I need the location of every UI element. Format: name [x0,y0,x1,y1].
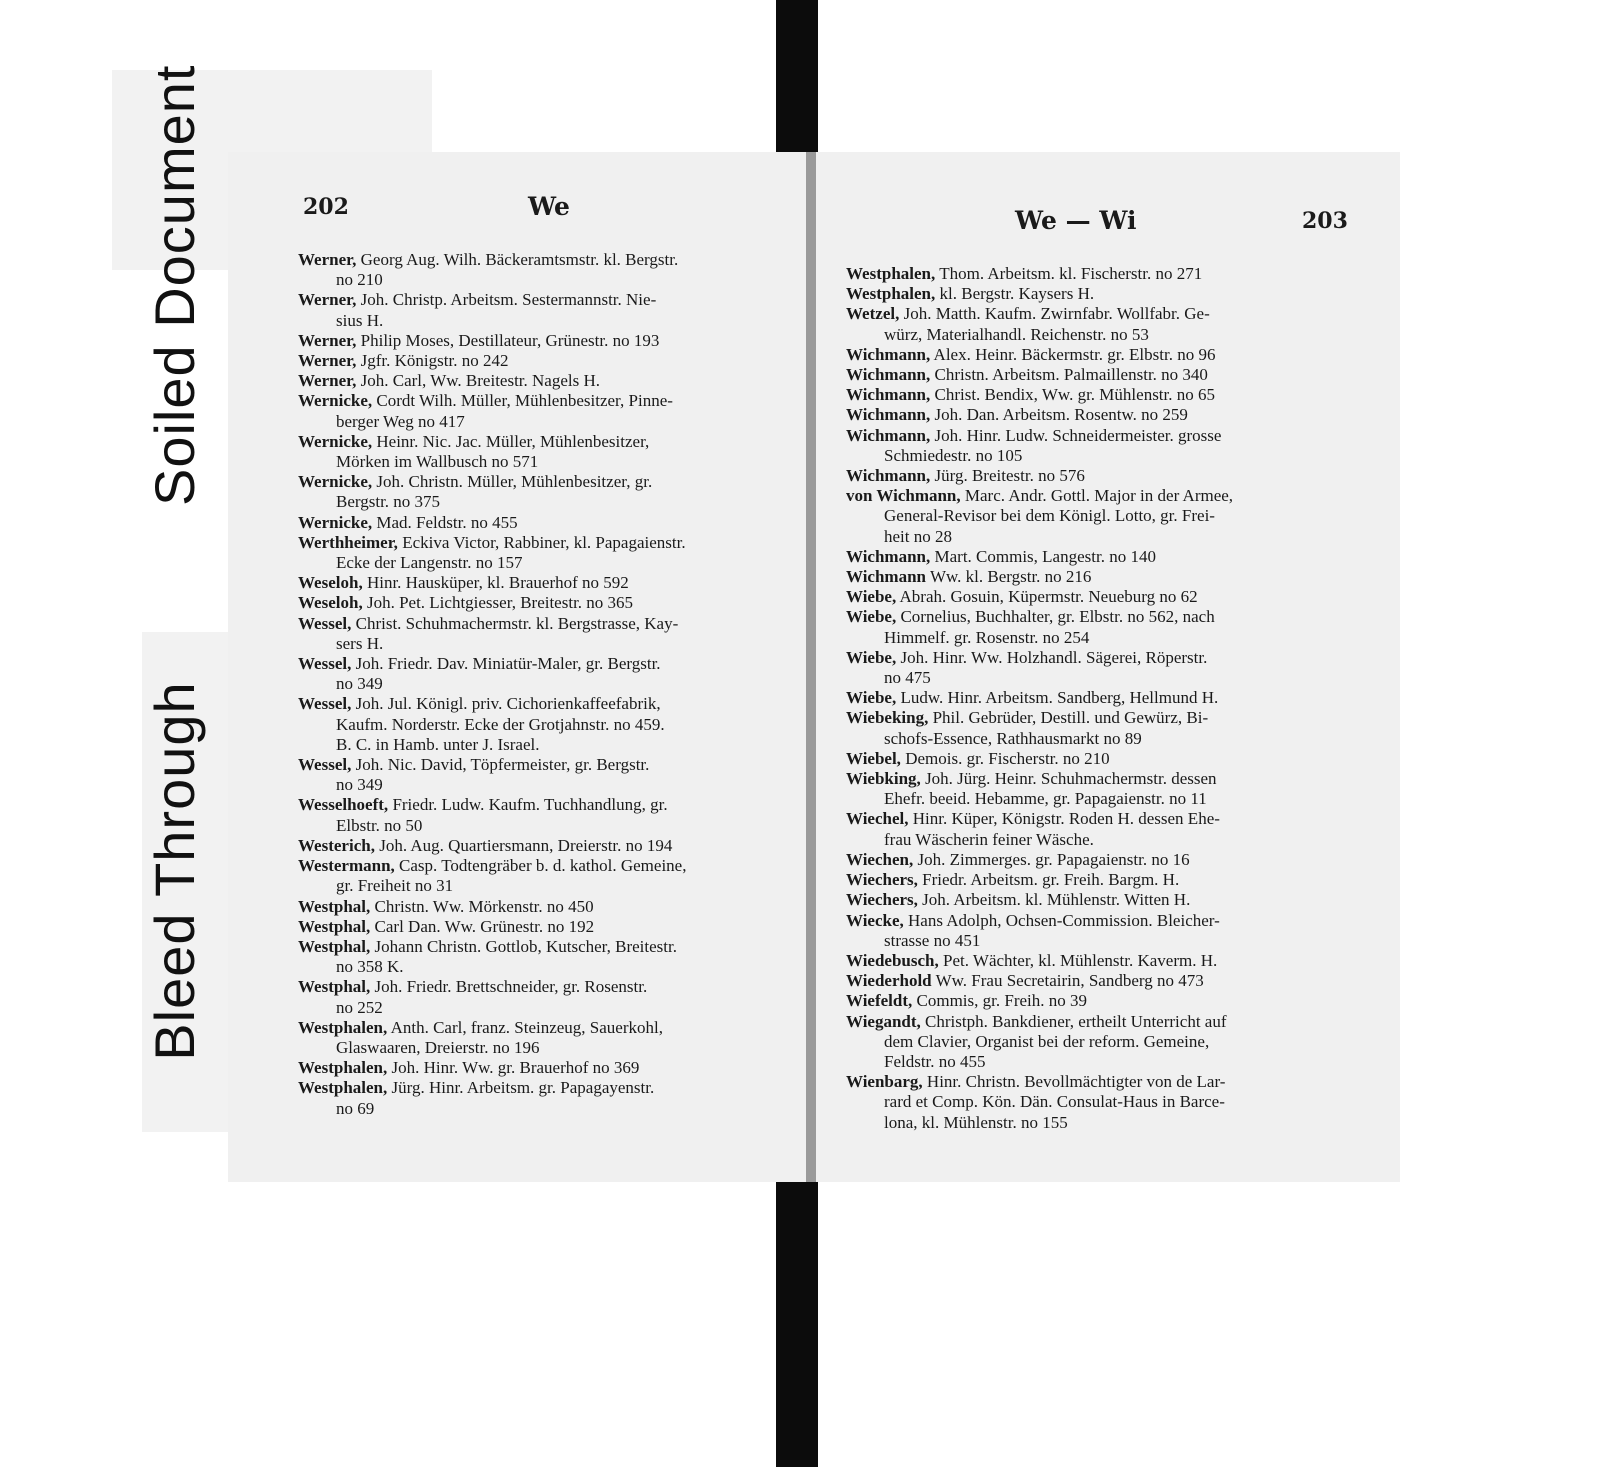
entry-surname: Wichmann, [846,466,931,486]
entry-surname: Wiegandt, [846,1011,921,1031]
directory-entry [846,405,1356,425]
entry-details: Joh. Christp. Arbeitsm. Sestermannstr. Nie- [356,290,657,310]
directory-entry [846,1012,1356,1032]
entry-details: no 358 K. [336,957,404,977]
directory-entry-continuation [298,998,798,1018]
directory-entry-continuation [298,311,798,331]
left-page-header: We [528,192,570,221]
entry-details: Marc. Andr. Gottl. Major in der Armee, [960,486,1234,506]
entry-surname: Westphalen, [298,1058,388,1078]
directory-entry-continuation [846,1052,1356,1072]
directory-entry [846,951,1356,971]
entry-surname: Weseloh, [298,573,363,593]
entry-details: Philip Moses, Destillateur, Grünestr. no 193 [356,330,660,350]
directory-entry-continuation [846,1113,1356,1133]
entry-details: Ww. kl. Bergstr. no 216 [926,567,1092,587]
directory-entry [298,432,798,452]
entry-surname: Wiebe, [846,607,897,627]
left-page-entries [298,250,798,1119]
entry-details: rard et Comp. Kön. Dän. Consulat-Haus in Barce- [884,1092,1225,1112]
entry-surname: Wernicke, [298,472,373,492]
directory-entry-continuation [298,876,798,896]
entry-details: berger Weg no 417 [336,411,465,431]
soiled-document-label: Soiled Document [143,64,206,506]
entry-surname: Westphal, [298,896,371,916]
entry-surname: Wienbarg, [846,1072,923,1092]
directory-entry [298,614,798,634]
entry-details: Christn. Arbeitsm. Palmaillenstr. no 340 [930,365,1208,385]
directory-entry [298,654,798,674]
directory-entry-continuation [846,1032,1356,1052]
directory-entry [846,284,1356,304]
entry-details: Friedr. Arbeitsm. gr. Freih. Bargm. H. [917,870,1180,890]
entry-details: Joh. Friedr. Dav. Miniatür-Maler, gr. Bergstr. [351,654,661,674]
entry-surname: Wiechel, [846,809,909,829]
directory-entry [298,472,798,492]
entry-details: Hinr. Hausküper, kl. Brauerhof no 592 [362,573,629,593]
directory-entry-continuation [846,325,1356,345]
left-page-number: 202 [303,194,349,220]
directory-entry-continuation [298,735,798,755]
entry-details: Mad. Feldstr. no 455 [372,512,518,532]
entry-details: Mart. Commis, Langestr. no 140 [930,546,1156,566]
entry-surname: Werner, [298,330,357,350]
entry-details: Carl Dan. Ww. Grünestr. no 192 [370,916,595,936]
entry-details: Joh. Zimmerges. gr. Papagaienstr. no 16 [913,849,1190,869]
entry-surname: Westerich, [298,835,375,855]
directory-entry [298,593,798,613]
entry-surname: Wesselhoeft, [298,795,389,815]
entry-details: no 475 [884,668,931,688]
entry-surname: Werner, [298,371,357,391]
entry-surname: Westphal, [298,916,371,936]
directory-entry [298,694,798,714]
directory-entry [298,250,798,270]
directory-entry [298,1058,798,1078]
directory-entry [846,911,1356,931]
entry-surname: Weseloh, [298,593,363,613]
entry-surname: Wetzel, [846,304,900,324]
entry-details: frau Wäscherin feiner Wäsche. [884,829,1094,849]
directory-entry [846,1072,1356,1092]
entry-details: Hinr. Küper, Königstr. Roden H. dessen Ehe- [908,809,1220,829]
directory-entry [846,385,1356,405]
entry-surname: Wiecke, [846,910,904,930]
entry-details: Joh. Jürg. Heinr. Schuhmachermstr. dessen [920,769,1217,789]
directory-entry-continuation [846,1092,1356,1112]
directory-entry-continuation [298,1099,798,1119]
directory-entry-continuation [298,957,798,977]
right-page-number: 203 [1302,208,1348,234]
directory-entry [846,304,1356,324]
entry-details: Joh. Matth. Kaufm. Zwirnfabr. Wollfabr. Ge- [899,304,1210,324]
entry-details: Jürg. Hinr. Arbeitsm. gr. Papagayenstr. [387,1078,655,1098]
entry-details: gr. Freiheit no 31 [336,876,454,896]
directory-entry [846,769,1356,789]
entry-details: Joh. Friedr. Brettschneider, gr. Rosenstr. [370,977,648,997]
entry-details: no 69 [336,1098,375,1118]
entry-details: no 252 [336,997,383,1017]
directory-entry-continuation [846,931,1356,951]
entry-details: Joh. Hinr. Ludw. Schneidermeister. grosse [930,425,1222,445]
entry-surname: Wichmann, [846,344,931,364]
directory-entry-continuation [846,506,1356,526]
entry-surname: Wichmann [846,567,926,587]
directory-entry [846,971,1356,991]
entry-details: Joh. Aug. Quartiersmann, Dreierstr. no 194 [374,835,673,855]
entry-details: Anth. Carl, franz. Steinzeug, Sauerkohl, [387,1017,663,1037]
entry-surname: Wichmann, [846,546,931,566]
directory-entry [846,648,1356,668]
directory-entry [846,365,1356,385]
entry-details: Commis, gr. Freih. no 39 [912,991,1087,1011]
entry-surname: Wiebe, [846,647,897,667]
directory-entry [298,351,798,371]
entry-details: Joh. Hinr. Ww. Holzhandl. Sägerei, Röperstr. [896,647,1208,667]
directory-entry [298,391,798,411]
entry-details: Jgfr. Königstr. no 242 [356,351,509,371]
directory-entry-continuation [298,816,798,836]
directory-entry-continuation [846,668,1356,688]
directory-entry [846,850,1356,870]
entry-surname: Westphalen, [846,264,936,283]
entry-surname: Wiechen, [846,849,914,869]
entry-details: General-Revisor bei dem Königl. Lotto, gr. Frei- [884,506,1215,526]
directory-entry [846,870,1356,890]
directory-entry-continuation [846,527,1356,547]
directory-entry [298,977,798,997]
entry-details: Alex. Heinr. Bäckermstr. gr. Elbstr. no 96 [930,344,1216,364]
entry-details: Mörken im Wallbusch no 571 [336,452,539,472]
directory-entry [298,836,798,856]
entry-surname: Wiederhold [846,971,932,991]
right-page-entries [846,264,1356,1133]
directory-entry [298,937,798,957]
entry-details: Glaswaaren, Dreierstr. no 196 [336,1037,540,1057]
entry-surname: Wiefeldt, [846,991,913,1011]
directory-entry [298,917,798,937]
entry-surname: Wernicke, [298,512,373,532]
entry-details: Himmelf. gr. Rosenstr. no 254 [884,627,1090,647]
entry-surname: Wessel, [298,755,352,775]
directory-entry [846,991,1356,1011]
entry-surname: Wiebeking, [846,708,929,728]
entry-surname: Wiedebusch, [846,950,939,970]
entry-surname: Westphal, [298,936,371,956]
entry-details: sers H. [336,633,384,653]
entry-surname: von Wichmann, [846,486,961,506]
directory-entry [298,371,798,391]
directory-entry [846,890,1356,910]
entry-surname: Wichmann, [846,405,931,425]
directory-entry [846,708,1356,728]
directory-entry [846,547,1356,567]
directory-entry [846,486,1356,506]
entry-details: Joh. Jul. Königl. priv. Cichorienkaffeefabrik, [351,694,661,714]
directory-entry [298,1018,798,1038]
entry-details: Ehefr. beeid. Hebamme, gr. Papagaienstr. no 11 [884,789,1207,809]
entry-details: Hinr. Christn. Bevollmächtigter von de Lar- [922,1072,1226,1092]
entry-details: Joh. Dan. Arbeitsm. Rosentw. no 259 [930,405,1188,425]
entry-details: Heinr. Nic. Jac. Müller, Mühlenbesitzer, [372,431,650,451]
entry-surname: Wessel, [298,613,352,633]
directory-entry-continuation [298,412,798,432]
directory-entry [298,897,798,917]
entry-surname: Wernicke, [298,431,373,451]
entry-details: Joh. Nic. David, Töpfermeister, gr. Bergstr. [351,755,650,775]
directory-entry [298,533,798,553]
directory-entry [846,688,1356,708]
entry-details: Cordt Wilh. Müller, Mühlenbesitzer, Pinne- [372,391,673,411]
entry-surname: Werner, [298,351,357,371]
entry-details: strasse no 451 [884,930,981,950]
entry-details: schofs-Essence, Rathhausmarkt no 89 [884,728,1142,748]
entry-details: Joh. Carl, Ww. Breitestr. Nagels H. [356,371,601,391]
directory-entry-continuation [846,789,1356,809]
entry-details: Feldstr. no 455 [884,1051,986,1071]
right-page-header: We — Wi [1015,206,1137,235]
entry-details: Demois. gr. Fischerstr. no 210 [900,748,1110,768]
entry-details: B. C. in Hamb. unter J. Israel. [336,734,540,754]
entry-surname: Wiechers, [846,890,918,910]
entry-details: no 210 [336,270,383,290]
directory-entry-continuation [846,729,1356,749]
directory-entry-continuation [846,830,1356,850]
directory-entry-continuation [298,674,798,694]
entry-details: no 349 [336,674,383,694]
entry-details: heit no 28 [884,526,952,546]
entry-details: Casp. Todtengräber b. d. kathol. Gemeine, [394,856,687,876]
entry-details: Ludw. Hinr. Arbeitsm. Sandberg, Hellmund H. [896,688,1219,708]
entry-details: Joh. Christn. Müller, Mühlenbesitzer, gr. [372,472,653,492]
entry-details: lona, kl. Mühlenstr. no 155 [884,1112,1068,1132]
entry-surname: Wichmann, [846,385,931,405]
directory-entry [846,607,1356,627]
directory-entry-continuation [298,553,798,573]
entry-details: Kaufm. Norderstr. Ecke der Grotjahnstr. no 459. [336,714,665,734]
entry-details: Bergstr. no 375 [336,492,441,512]
entry-surname: Westphalen, [846,284,936,304]
entry-details: Friedr. Ludw. Kaufm. Tuchhandlung, gr. [388,795,668,815]
entry-surname: Wiebe, [846,688,897,708]
entry-surname: Westphalen, [298,1017,388,1037]
entry-details: Pet. Wächter, kl. Mühlenstr. Kaverm. H. [938,950,1218,970]
page-gutter [806,152,816,1182]
directory-entry [298,856,798,876]
entry-details: Johann Christn. Gottlob, Kutscher, Breitestr. [370,936,677,956]
entry-details: Joh. Pet. Lichtgiesser, Breitestr. no 365 [362,593,634,613]
binding-bar-top [776,0,818,160]
directory-entry-continuation [298,1038,798,1058]
entry-surname: Wessel, [298,654,352,674]
entry-details: Joh. Arbeitsm. kl. Mühlenstr. Witten H. [917,890,1191,910]
entry-details: Hans Adolph, Ochsen-Commission. Bleicher- [903,910,1220,930]
entry-details: Christn. Ww. Mörkenstr. no 450 [370,896,594,916]
directory-entry [846,345,1356,365]
entry-details: Thom. Arbeitsm. kl. Fischerstr. no 271 [935,264,1203,283]
directory-entry [298,795,798,815]
directory-entry [846,426,1356,446]
entry-surname: Wiebel, [846,748,901,768]
directory-entry [298,573,798,593]
directory-entry [846,567,1356,587]
entry-surname: Werner, [298,250,357,269]
entry-surname: Westphal, [298,977,371,997]
directory-entry [298,331,798,351]
directory-entry-continuation [846,446,1356,466]
entry-details: kl. Bergstr. Kaysers H. [935,284,1095,304]
directory-entry [846,749,1356,769]
entry-surname: Werthheimer, [298,532,398,552]
entry-surname: Wiechers, [846,870,918,890]
entry-details: no 349 [336,775,383,795]
entry-surname: Wiebking, [846,769,921,789]
entry-surname: Wichmann, [846,425,931,445]
entry-details: Jürg. Breitestr. no 576 [930,466,1085,486]
entry-surname: Wiebe, [846,587,897,607]
entry-details: Abrah. Gosuin, Küpermstr. Neueburg no 62 [896,587,1198,607]
directory-entry-continuation [846,628,1356,648]
entry-details: dem Clavier, Organist bei der reform. Gemeine, [884,1031,1210,1051]
directory-entry [298,290,798,310]
entry-details: Christph. Bankdiener, ertheilt Unterricht auf [920,1011,1227,1031]
directory-entry [846,466,1356,486]
entry-details: Georg Aug. Wilh. Bäckeramtsmstr. kl. Bergstr. [356,250,679,269]
entry-surname: Wernicke, [298,391,373,411]
bleed-through-label: Bleed Through [143,681,206,1061]
entry-surname: Wichmann, [846,365,931,385]
directory-entry [846,809,1356,829]
entry-details: Phil. Gebrüder, Destill. und Gewürz, Bi- [928,708,1209,728]
binding-bar-bottom [776,1180,818,1467]
directory-entry [846,264,1356,284]
entry-details: Joh. Hinr. Ww. gr. Brauerhof no 369 [387,1058,640,1078]
entry-surname: Westphalen, [298,1078,388,1098]
entry-details: Elbstr. no 50 [336,815,423,835]
entry-details: Christ. Bendix, Ww. gr. Mühlenstr. no 65 [930,385,1215,405]
directory-entry-continuation [298,270,798,290]
directory-entry-continuation [298,715,798,735]
entry-details: Ecke der Langenstr. no 157 [336,553,523,573]
entry-details: Eckiva Victor, Rabbiner, kl. Papagaienstr. [397,532,686,552]
directory-entry [846,587,1356,607]
entry-details: Ww. Frau Secretairin, Sandberg no 473 [931,971,1204,991]
directory-entry-continuation [298,775,798,795]
entry-details: Christ. Schuhmachermstr. kl. Bergstrasse, Kay- [351,613,679,633]
entry-surname: Wessel, [298,694,352,714]
directory-entry [298,513,798,533]
entry-details: würz, Materialhandl. Reichenstr. no 53 [884,324,1149,344]
entry-surname: Westermann, [298,856,395,876]
directory-entry-continuation [298,452,798,472]
directory-entry-continuation [298,492,798,512]
directory-entry-continuation [298,634,798,654]
entry-details: Schmiedestr. no 105 [884,445,1023,465]
directory-entry [298,1078,798,1098]
entry-details: sius H. [336,310,384,330]
entry-details: Cornelius, Buchhalter, gr. Elbstr. no 562, nach [896,607,1215,627]
entry-surname: Werner, [298,290,357,310]
directory-entry [298,755,798,775]
